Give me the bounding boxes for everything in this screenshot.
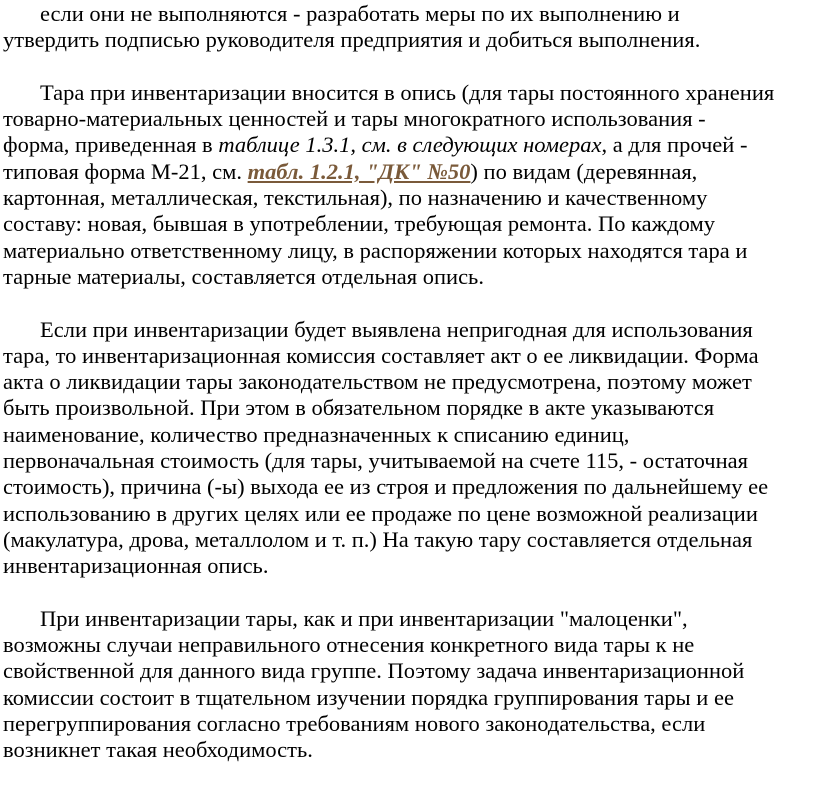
text-line: картонная, металлическая, текстильная), по назначению и качественному — [3, 185, 708, 211]
text-line: первоначальная стоимость (для тары, учитываемой на счете 115, - остаточная — [3, 448, 748, 474]
text-line: материально ответственному лицу, в распоряжении которых находятся тара и — [3, 237, 748, 263]
text-line: товарно-материальных ценностей и тары многократного использования - — [3, 106, 706, 132]
text-segment: ) по видам (деревянная, — [470, 158, 698, 184]
table-reference-italic: таблице 1.3.1, см. в следующих номерах — [218, 132, 602, 158]
text-line: возможны случаи неправильного отнесения конкретного вида тары к не — [3, 632, 695, 658]
text-line: составу: новая, бывшая в употреблении, требующая ремонта. По каждому — [3, 211, 715, 237]
text-line — [3, 159, 815, 185]
text-line — [3, 132, 815, 158]
text-line: тарные материалы, составляется отдельная опись. — [3, 263, 484, 289]
text-line: Если при инвентаризации будет выявлена непригодная для использования — [40, 316, 753, 342]
text-line: При инвентаризации тары, как и при инвентаризации "малоценки", — [40, 605, 688, 631]
text-line: если они не выполняются - разработать меры по их выполнению и — [40, 1, 680, 26]
text-line: свойственной для данного вида группе. Поэтому задача инвентаризационной — [3, 658, 745, 684]
text-line: быть произвольной. При этом в обязательном порядке в акте указываются — [3, 395, 715, 421]
text-segment: , а для прочей - — [601, 132, 748, 158]
paragraph-1 — [3, 1, 815, 54]
text-line: наименование, количество предназначенных к списанию единиц, — [3, 421, 630, 447]
text-segment: типовая форма М-21, см. — [3, 158, 248, 184]
text-line: перегруппирования согласно требованиям нового законодательства, если — [3, 711, 706, 737]
text-line: возникнет такая необходимость. — [3, 737, 313, 763]
text-line: тара, то инвентаризационная комиссия составляет акт о ее ликвидации. Форма — [3, 342, 759, 368]
paragraph-4 — [3, 606, 815, 764]
text-line: комиссии состоит в тщательном изучении порядка группирования тары и ее — [3, 684, 734, 710]
text-line: инвентаризационная опись. — [3, 553, 269, 579]
text-line: акта о ликвидации тары законодательством не предусмотрена, поэтому может — [3, 369, 752, 395]
paragraph-3 — [3, 317, 815, 580]
paragraph-2 — [3, 80, 815, 290]
text-line: утвердить подписью руководителя предприятия и добиться выполнения. — [3, 27, 701, 53]
text-segment: форма, приведенная в — [3, 132, 219, 158]
text-line: использованию в других целях или ее продаже по цене возможной реализации — [3, 500, 758, 526]
text-line: (макулатура, дрова, металлолом и т. п.) На такую тару составляется отдельная — [3, 526, 753, 552]
text-line: Тара при инвентаризации вносится в опись (для тары постоянного хранения — [40, 79, 775, 105]
document-page — [3, 1, 815, 764]
text-line: стоимость), причина (-ы) выхода ее из строя и предложения по дальнейшему ее — [3, 474, 769, 500]
table-reference-link[interactable]: табл. 1.2.1, "ДК" №50 — [247, 158, 471, 184]
